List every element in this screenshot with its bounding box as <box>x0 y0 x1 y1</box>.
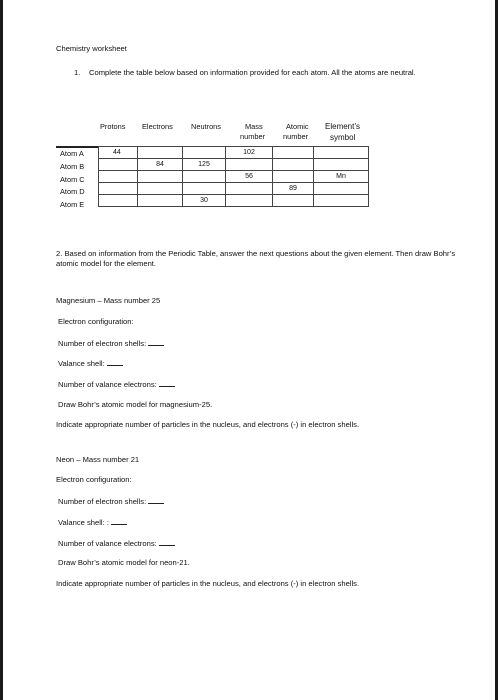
cell-e-electrons[interactable] <box>138 195 183 207</box>
cell-d-protons[interactable] <box>99 183 138 195</box>
cell-c-atomic[interactable] <box>273 171 314 183</box>
magnesium-valance-electrons-line <box>58 379 175 390</box>
cell-a-protons[interactable]: 44 <box>99 147 138 159</box>
neon-shells-line <box>58 496 164 507</box>
neon-valance-electrons-line <box>58 538 175 549</box>
table-row <box>99 159 369 171</box>
neon-shells-blank[interactable] <box>148 496 164 504</box>
magnesium-indicate-instruction: Indicate appropriate number of particles in the nucleus, and electrons (-) in electron shells. <box>56 420 360 429</box>
magnesium-draw-instruction: Draw Bohr’s atomic model for magnesium-25. <box>58 400 213 409</box>
cell-b-electrons[interactable]: 84 <box>138 159 183 171</box>
neon-title: Neon – Mass number 21 <box>56 455 140 464</box>
neon-draw-instruction: Draw Bohr’s atomic model for neon-21. <box>58 558 190 567</box>
q1-text: Complete the table below based on information provided for each atom. All the atoms are neutral. <box>89 68 416 77</box>
magnesium-valance-shell-blank[interactable] <box>107 358 123 366</box>
atom-table <box>98 146 369 207</box>
cell-e-neutrons[interactable]: 30 <box>183 195 226 207</box>
header-mass-line2: number <box>240 132 266 141</box>
magnesium-shells-label: Number of electron shells: <box>58 339 147 348</box>
neon-valance-electrons-blank[interactable] <box>159 538 175 546</box>
row-label-atom-b: Atom B <box>60 162 85 171</box>
page-left-edge <box>0 0 3 700</box>
cell-c-protons[interactable] <box>99 171 138 183</box>
magnesium-valance-shell-label: Valance shell: <box>58 359 105 368</box>
cell-b-neutrons[interactable]: 125 <box>183 159 226 171</box>
table-row <box>99 147 369 159</box>
cell-d-atomic[interactable]: 89 <box>273 183 314 195</box>
neon-valance-shell-line <box>58 517 127 528</box>
worksheet-title: Chemistry worksheet <box>56 44 127 53</box>
cell-a-symbol[interactable] <box>314 147 369 159</box>
header-symbol-line2: symbol <box>330 133 356 142</box>
magnesium-valance-shell-line <box>58 358 123 369</box>
row-label-atom-d: Atom D <box>60 187 85 196</box>
header-symbol-line1: Element’s <box>325 122 360 131</box>
neon-indicate-instruction: Indicate appropriate number of particles in the nucleus, and electrons (-) in electron shells. <box>56 579 360 588</box>
table-header-rule <box>56 146 98 148</box>
cell-d-symbol[interactable] <box>314 183 369 195</box>
magnesium-config-label: Electron configuration: <box>58 317 134 326</box>
header-atomic-line1: Atomic <box>286 122 309 131</box>
header-electrons: Electrons <box>142 122 173 131</box>
row-label-atom-c: Atom C <box>60 175 85 184</box>
cell-e-mass[interactable] <box>226 195 273 207</box>
cell-a-neutrons[interactable] <box>183 147 226 159</box>
table-row <box>99 195 369 207</box>
table-row <box>99 183 369 195</box>
row-label-atom-a: Atom A <box>60 149 84 158</box>
magnesium-title: Magnesium – Mass number 25 <box>56 296 161 305</box>
header-protons: Protons <box>100 122 126 131</box>
cell-d-mass[interactable] <box>226 183 273 195</box>
header-atomic-line2: number <box>283 132 309 141</box>
cell-d-electrons[interactable] <box>138 183 183 195</box>
cell-b-protons[interactable] <box>99 159 138 171</box>
cell-a-mass[interactable]: 102 <box>226 147 273 159</box>
magnesium-shells-line <box>58 338 164 349</box>
cell-a-electrons[interactable] <box>138 147 183 159</box>
cell-d-neutrons[interactable] <box>183 183 226 195</box>
neon-valance-electrons-label: Number of valance electrons: <box>58 539 157 548</box>
q1-number: 1. <box>74 68 81 77</box>
q2-text: 2. Based on information from the Periodic Table, answer the next questions about the given element. Then draw Bohr’s atomic model for the element. <box>56 249 456 268</box>
cell-c-electrons[interactable] <box>138 171 183 183</box>
cell-e-protons[interactable] <box>99 195 138 207</box>
header-mass-line1: Mass <box>245 122 263 131</box>
cell-b-mass[interactable] <box>226 159 273 171</box>
neon-config-label: Electron configuration: <box>56 475 132 484</box>
header-neutrons: Neutrons <box>191 122 221 131</box>
cell-b-symbol[interactable] <box>314 159 369 171</box>
row-label-atom-e: Atom E <box>60 200 85 209</box>
cell-c-mass[interactable]: 56 <box>226 171 273 183</box>
neon-valance-shell-blank[interactable] <box>111 517 127 525</box>
magnesium-valance-electrons-blank[interactable] <box>159 379 175 387</box>
cell-c-neutrons[interactable] <box>183 171 226 183</box>
magnesium-valance-electrons-label: Number of valance electrons: <box>58 380 157 389</box>
neon-shells-label: Number of electron shells: <box>58 497 147 506</box>
neon-valance-shell-label: Valance shell: : <box>58 518 109 527</box>
cell-c-symbol[interactable]: Mn <box>314 171 369 183</box>
cell-e-atomic[interactable] <box>273 195 314 207</box>
cell-e-symbol[interactable] <box>314 195 369 207</box>
table-row <box>99 171 369 183</box>
magnesium-shells-blank[interactable] <box>148 338 164 346</box>
cell-a-atomic[interactable] <box>273 147 314 159</box>
cell-b-atomic[interactable] <box>273 159 314 171</box>
